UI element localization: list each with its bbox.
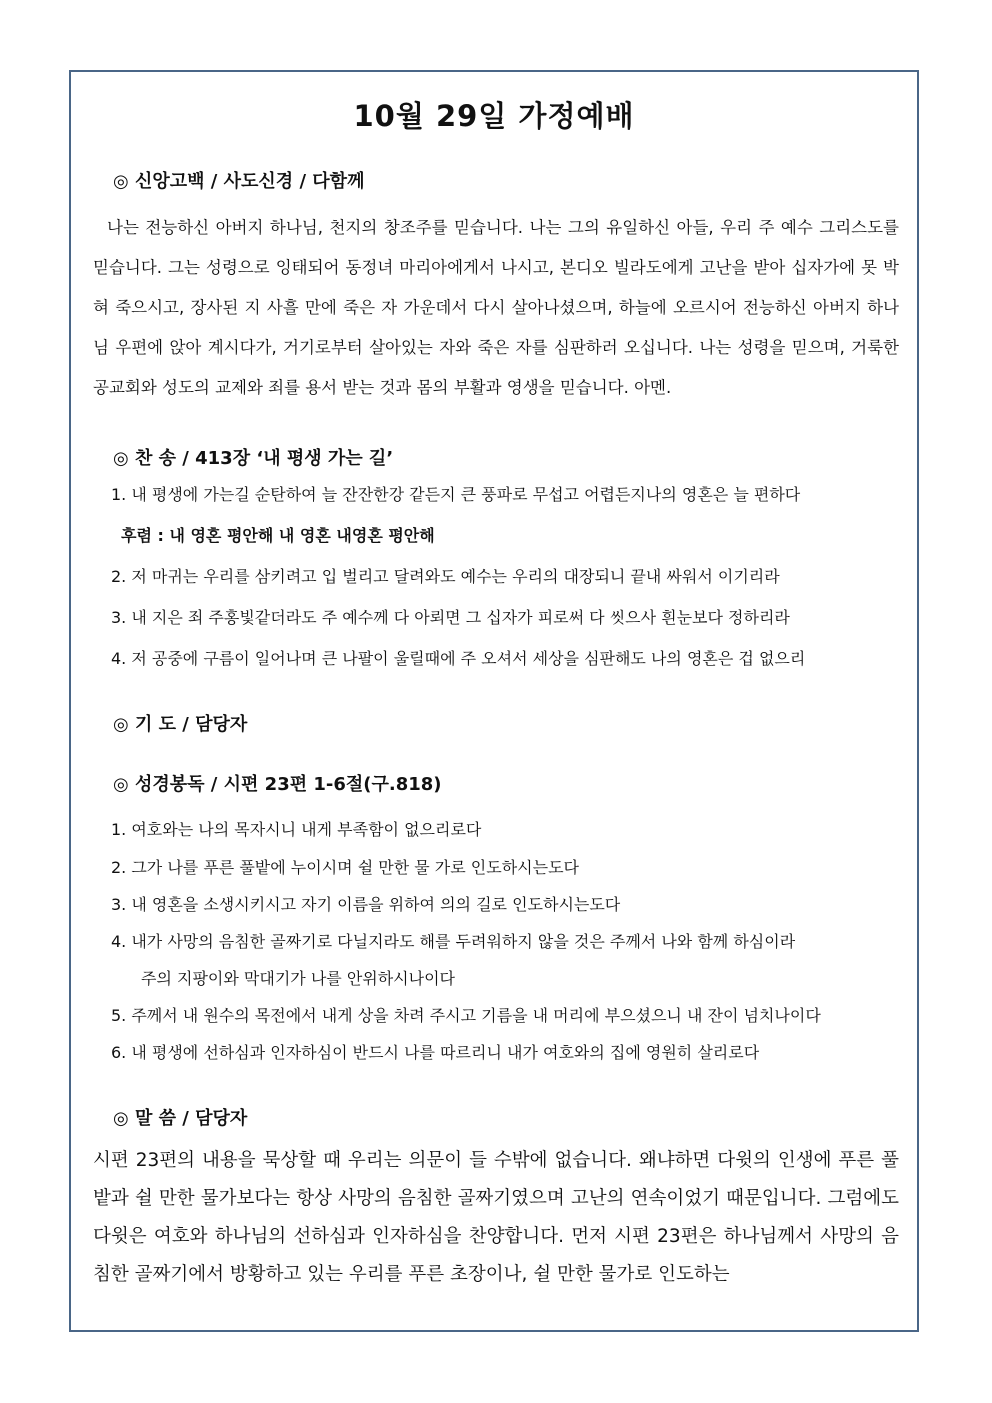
document-frame (69, 70, 919, 1332)
creed-heading: ◎ 신앙고백 / 사도신경 / 다함께 (113, 171, 365, 192)
hymn-verse-2: 2. 저 마귀는 우리를 삼키려고 입 벌리고 달려와도 예수는 우리의 대장되니 끝내 싸워서 이기리라 (111, 567, 780, 586)
hymn-verse-4: 4. 저 공중에 구름이 일어나며 큰 나팔이 울릴때에 주 오셔서 세상을 심판해도 나의 영혼은 겁 없으리 (111, 649, 806, 668)
reading-verse-3: 3. 내 영혼을 소생시키시고 자기 이름을 위하여 의의 길로 인도하시는도다 (111, 895, 621, 914)
reading-verse-1: 1. 여호와는 나의 목자시니 내게 부족함이 없으리로다 (111, 820, 482, 839)
page-title: 10월 29일 가정예배 (353, 99, 635, 133)
reading-heading: ◎ 성경봉독 / 시편 23편 1-6절(구.818) (113, 774, 442, 795)
sermon-heading: ◎ 말 씀 / 담당자 (113, 1108, 248, 1129)
hymn-verse-3: 3. 내 지은 죄 주홍빛같더라도 주 예수께 다 아뢰면 그 십자가 피로써 다 씻으사 흰눈보다 정하리라 (111, 608, 790, 627)
sermon-text: 시편 23편의 내용을 묵상할 때 우리는 의문이 들 수밖에 없습니다. 왜냐하면 다윗의 인생에 푸른 풀밭과 쉴 만한 물가보다는 항상 사망의 음침한 골짜기였으며 고난의 연속이었기 때문입니다. 그럼에도 다윗은 여호와 하나님의 선하심과 인자하심을 찬양합니다. 먼저 시편 23편은 하나님께서 사망의 음침한 골짜기에서 방황하고 있는 우리를 푸른 초장이나, 쉴 만한 물가로 인도하는 (93, 1150, 899, 1285)
reading-verse-6: 6. 내 평생에 선하심과 인자하심이 반드시 나를 따르리니 내가 여호와의 집에 영원히 살리로다 (111, 1043, 760, 1062)
hymn-verse-1: 1. 내 평생에 가는길 순탄하여 늘 잔잔한강 같든지 큰 풍파로 무섭고 어렵든지나의 영혼은 늘 편하다 (111, 485, 801, 504)
reading-verse-4: 4. 내가 사망의 음침한 골짜기로 다닐지라도 해를 두려워하지 않을 것은 주께서 나와 함께 하심이라 (111, 932, 796, 951)
reading-verse-2: 2. 그가 나를 푸른 풀밭에 누이시며 쉴 만한 물 가로 인도하시는도다 (111, 858, 579, 877)
prayer-heading: ◎ 기 도 / 담당자 (113, 714, 248, 735)
creed-text: 나는 전능하신 아버지 하나님, 천지의 창조주를 믿습니다. 나는 그의 유일하신 아들, 우리 주 예수 그리스도를 믿습니다. 그는 성령으로 잉태되어 동정녀 마리아에게서 나시고, 본디오 빌라도에게 고난을 받아 십자가에 못 박혀 죽으시고, 장사된 지 사흘 만에 죽은 자 가운데서 다시 살아나셨으며, 하늘에 오르시어 전능하신 아버지 하나님 우편에 앉아 계시다가, 거기로부터 살아있는 자와 죽은 자를 심판하러 오십니다. 나는 성령을 믿으며, 거룩한 공교회와 성도의 교제와 죄를 용서 받는 것과 몸의 부활과 영생을 믿습니다. 아멘. (93, 218, 899, 397)
reading-verse-4-cont: 주의 지팡이와 막대기가 나를 안위하시나이다 (141, 969, 456, 988)
hymn-heading: ◎ 찬 송 / 413장 ‘내 평생 가는 길’ (113, 448, 394, 469)
reading-verse-5: 5. 주께서 내 원수의 목전에서 내게 상을 차려 주시고 기름을 내 머리에 부으셨으니 내 잔이 넘치나이다 (111, 1006, 821, 1025)
hymn-chorus: 후렴 : 내 영혼 평안해 내 영혼 내영혼 평안해 (121, 526, 435, 545)
